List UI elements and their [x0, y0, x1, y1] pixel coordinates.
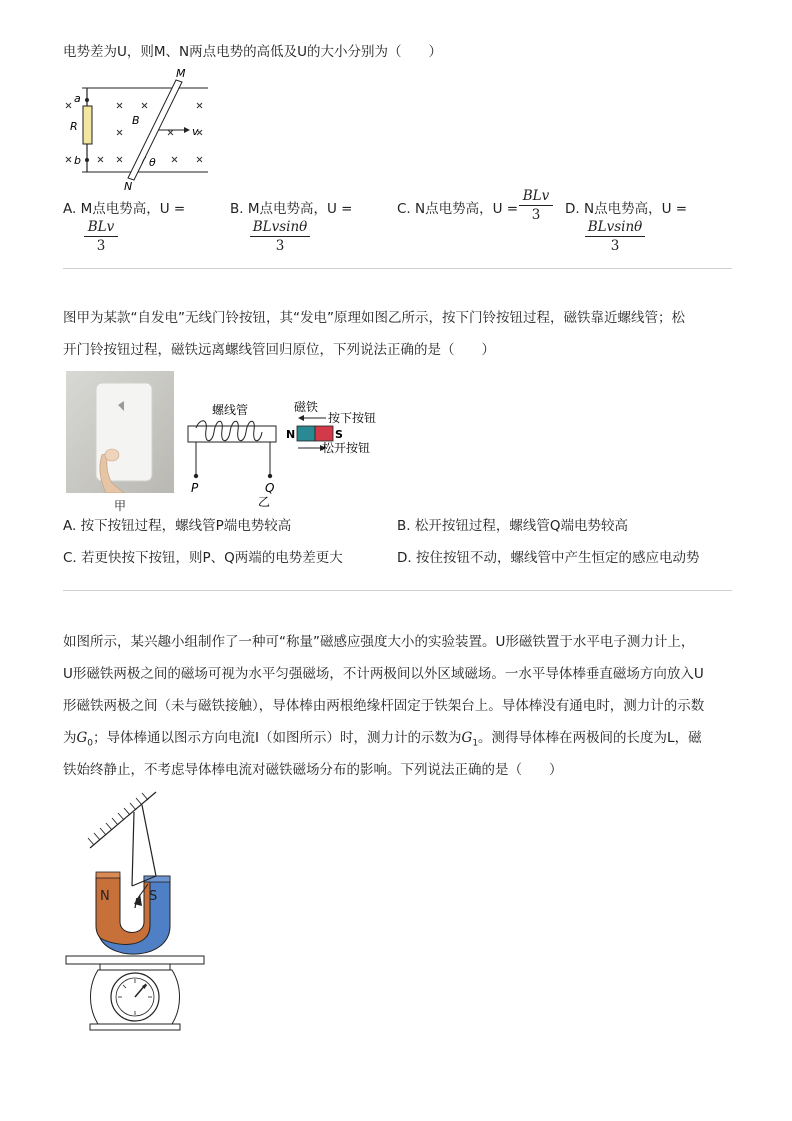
q3-line1: 如图所示，某兴趣小组制作了一种可“称量”磁感应强度大小的实验装置。U形磁铁置于水平电子测力计上， — [63, 634, 695, 650]
q3-g1-sub: 1 — [472, 738, 479, 749]
q2-option-b: B. 松开按钮过程，螺线管Q端电势较高 — [397, 518, 628, 534]
q3-line4-a: 为 — [63, 730, 77, 746]
q1-label-a: a — [74, 92, 81, 105]
q3-g1: G — [461, 730, 473, 746]
q1-label-n: N — [124, 180, 133, 191]
q1-option-b-den: 3 — [275, 238, 285, 254]
q2-label-magnet: 磁铁 — [294, 400, 319, 414]
q1-figure — [60, 66, 215, 191]
q1-option-d-den: 3 — [610, 238, 620, 254]
q1-option-d-num: BLvsinθ — [587, 219, 643, 235]
q2-label-jia: 甲 — [114, 499, 127, 513]
q3-line5: 铁始终静止，不考虑导体棒电流对磁铁磁场分布的影响。下列说法正确的是（ ） — [63, 762, 563, 778]
q1-option-d: D. N点电势高，U = — [565, 201, 688, 217]
q3-label-s: S — [149, 889, 158, 904]
q1-option-c-num: BLv — [522, 188, 550, 204]
q1-option-a-fraction — [84, 219, 118, 253]
q1-label-r: R — [70, 120, 78, 133]
q1-stem: 电势差为U，则M、N两点电势的高低及U的大小分别为（ ） — [63, 44, 443, 60]
q3-label-i: I — [134, 897, 138, 912]
q1-label-b-field: B — [132, 114, 140, 127]
q2-label-s: S — [335, 428, 343, 441]
q3-g0: G — [76, 730, 88, 746]
q1-option-c-den: 3 — [531, 207, 541, 223]
q3-line4 — [63, 728, 702, 754]
divider-2 — [63, 590, 732, 591]
q2-photo-doorbell — [66, 371, 174, 493]
q1-option-a: A. M点电势高，U = — [63, 201, 186, 217]
q2-figure-coil — [182, 398, 392, 510]
q2-label-n: N — [286, 428, 296, 441]
q1-label-m: M — [176, 67, 186, 80]
q3-label-n: N — [100, 889, 110, 904]
q2-option-d: D. 按住按钮不动，螺线管中产生恒定的感应电动势 — [397, 550, 700, 566]
q2-option-c: C. 若更快按下按钮，则P、Q两端的电势差更大 — [63, 550, 343, 566]
q1-label-v: v — [192, 125, 199, 138]
q1-label-b: b — [74, 154, 81, 167]
q1-option-b-fraction — [250, 219, 310, 253]
q1-option-a-den: 3 — [96, 238, 106, 254]
q1-option-a-num: BLv — [87, 219, 115, 235]
q1-option-b: B. M点电势高，U = — [230, 201, 353, 217]
q3-line4-c: 。测得导体棒在两极间的长度为L，磁 — [478, 730, 702, 746]
divider-1 — [63, 268, 732, 269]
q3-figure-magnet-scale — [60, 786, 210, 1036]
q2-label-q: Q — [265, 481, 275, 495]
q2-label-p: P — [191, 481, 199, 495]
q3-line4-b: ；导体棒通以图示方向电流I（如图所示）时，测力计的示数为 — [93, 730, 462, 746]
q2-stem-line2: 开门铃按钮过程，磁铁远离螺线管回归原位，下列说法正确的是（ ） — [63, 342, 495, 358]
q3-line2: U形磁铁两极之间的磁场可视为水平匀强磁场，不计两极间以外区域磁场。一水平导体棒垂直磁场方向放入U — [63, 666, 704, 682]
q1-option-c: C. N点电势高，U = — [397, 201, 519, 217]
q2-label-yi: 乙 — [258, 495, 271, 509]
q2-label-coil: 螺线管 — [212, 403, 249, 417]
q2-label-release: 松开按钮 — [322, 441, 371, 455]
q2-stem-line1: 图甲为某款“自发电”无线门铃按钮，其“发电”原理如图乙所示，按下门铃按钮过程，磁铁靠近螺线管；松 — [63, 310, 685, 326]
q3-g0-sub: 0 — [87, 738, 94, 749]
q1-option-c-fraction — [519, 188, 553, 222]
q3-magnet-north — [96, 876, 150, 947]
q3-line3: 形磁铁两极之间（未与磁铁接触），导体棒由两根绝缘杆固定于铁架台上。导体棒没有通电时，测力计的示数 — [63, 698, 705, 714]
q1-option-d-fraction — [585, 219, 645, 253]
q2-option-a: A. 按下按钮过程，螺线管P端电势较高 — [63, 518, 292, 534]
q1-option-b-num: BLvsinθ — [252, 219, 308, 235]
q1-label-theta: θ — [149, 156, 156, 169]
q2-label-press: 按下按钮 — [328, 411, 377, 425]
